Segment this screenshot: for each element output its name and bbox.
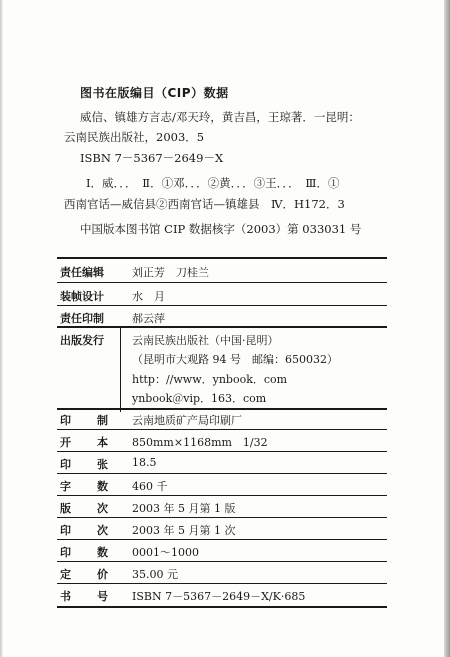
cip-isbn-line: ISBN 7－5367－2649－X (80, 151, 224, 165)
publisher-name: 云南民族出版社（中国·昆明） (132, 334, 279, 347)
divider (57, 583, 387, 584)
spec-value: 35.00 元 (132, 568, 178, 581)
spec-value: 460 千 (132, 480, 168, 493)
publisher-label: 出版发行 (60, 334, 104, 347)
cip-line-4: Ⅰ．威．．． Ⅱ．①邓．．．②黄．．．③王．．． Ⅲ．① (86, 176, 340, 190)
spec-label: 印次 (60, 524, 134, 537)
spec-label: 印张 (60, 458, 134, 471)
cip-data-number: 中国版本图书馆 CIP 数据核字（2003）第 033031 号 (80, 222, 362, 236)
page-edge-right (444, 0, 450, 657)
spec-label: 定价 (60, 568, 134, 581)
divider (57, 451, 387, 452)
publisher-email: ynbook＠vip．163．com (132, 392, 267, 405)
divider-top (57, 257, 387, 259)
credit-label: 装帧设计 (60, 290, 104, 303)
spec-value: ISBN 7－5367－2649－X/K·685 (132, 590, 306, 603)
publisher-vertical-rule (120, 326, 121, 412)
cip-line-5: 西南官话—威信县②西南官话—镇雄县 Ⅳ．H172．3 (64, 197, 345, 211)
divider (57, 517, 387, 518)
spec-value: 2003 年 5 月第 1 版 (132, 502, 236, 515)
divider (57, 429, 387, 430)
spec-value: 850mm×1168mm 1/32 (132, 436, 268, 449)
divider (57, 539, 387, 540)
credit-value: 水 月 (132, 290, 165, 303)
spec-value: 0001～1000 (132, 546, 199, 559)
spec-label: 字数 (60, 480, 134, 493)
spec-label: 书号 (60, 590, 134, 603)
spec-label: 开本 (60, 436, 134, 449)
credit-value: 郝云萍 (132, 312, 165, 325)
divider (57, 326, 387, 328)
divider (57, 495, 387, 496)
credit-value: 刘正芳 刀桂兰 (132, 266, 209, 279)
spec-label: 版次 (60, 502, 134, 515)
spec-value: 云南地质矿产局印刷厂 (132, 414, 242, 427)
credit-label: 责任编辑 (60, 266, 104, 279)
divider-bottom (57, 606, 387, 608)
spec-label: 印数 (60, 546, 134, 559)
divider (57, 305, 387, 306)
divider (57, 408, 387, 410)
publisher-address: （昆明市大观路 94 号 邮编：650032） (132, 353, 338, 366)
cip-heading: 图书在版编目（CIP）数据 (80, 86, 229, 100)
divider (57, 473, 387, 474)
cip-line-2: 云南民族出版社，2003．5 (64, 130, 205, 144)
credit-label: 责任印制 (60, 312, 104, 325)
cip-line-1: 威信、镇雄方言志/邓天玲，黄吉昌，王琼著．一昆明： (80, 110, 360, 124)
page-edge-left (0, 0, 3, 657)
divider (57, 282, 387, 283)
divider (57, 561, 387, 562)
spec-value: 18.5 (132, 456, 157, 469)
publisher-website: http：//www．ynbook．com (132, 373, 288, 386)
spec-label: 印制 (60, 414, 134, 427)
spec-value: 2003 年 5 月第 1 次 (132, 524, 236, 537)
